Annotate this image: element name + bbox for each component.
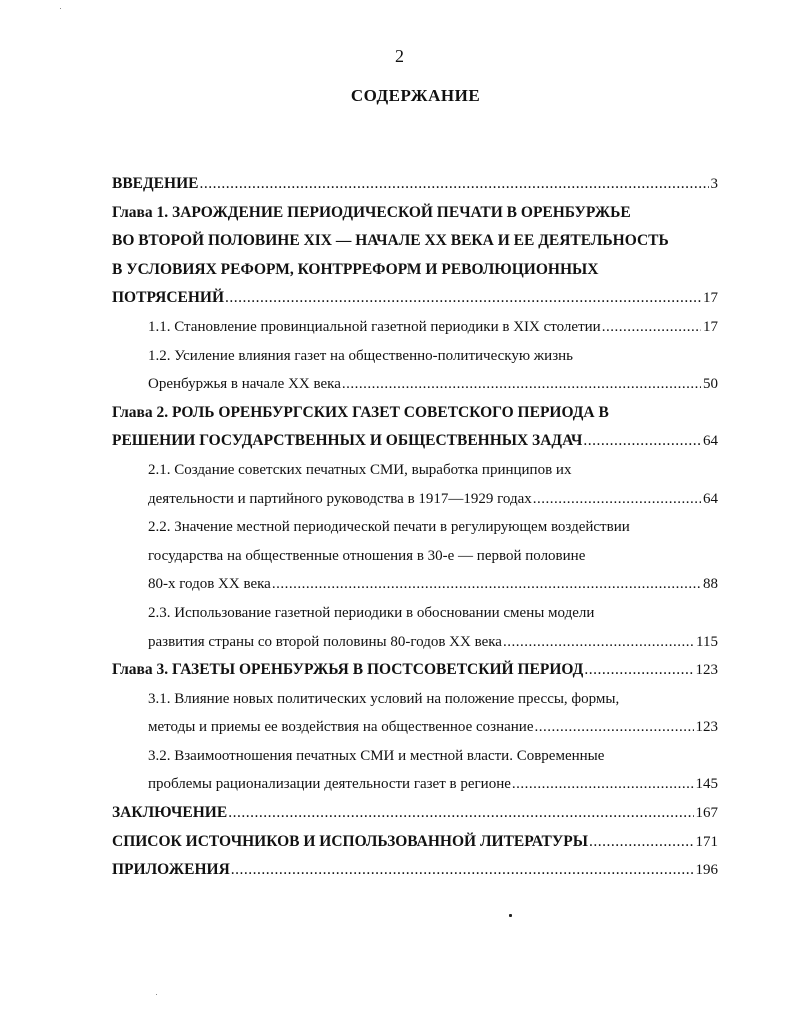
toc-line: [112, 170, 718, 199]
dot-leader: [503, 628, 694, 657]
toc-chapter-entry[interactable]: [112, 199, 718, 313]
toc-line: [112, 542, 718, 571]
toc-entry-text: СПИСОК ИСТОЧНИКОВ И ИСПОЛЬЗОВАННОЙ ЛИТЕРАТУРЫ: [112, 832, 588, 850]
toc-line: [112, 856, 718, 885]
toc-chapter-entry[interactable]: [112, 828, 718, 857]
toc-entry-text: развития страны со второй половины 80-годов XX века: [148, 633, 502, 650]
toc-page-number: 17: [703, 290, 718, 307]
toc-entry-text: Глава 2. РОЛЬ ОРЕНБУРГСКИХ ГАЗЕТ СОВЕТСКОГО ПЕРИОДА В: [112, 403, 609, 421]
toc-line: [112, 313, 718, 342]
dot-leader: [512, 770, 694, 799]
toc-page-number: 145: [695, 776, 718, 793]
toc-line: [112, 828, 718, 857]
toc-entry-text: ПОТРЯСЕНИЙ: [112, 289, 225, 307]
toc-section-entry[interactable]: [112, 313, 718, 342]
toc-entry-text: 2.3. Использование газетной периодики в обосновании смены модели: [148, 604, 595, 621]
scan-speck: [60, 8, 61, 9]
toc-line: [112, 685, 718, 714]
toc-section-entry[interactable]: [112, 685, 718, 742]
toc-entry-text: методы и приемы ее воздействия на общественное сознание: [148, 719, 534, 736]
toc-line: [112, 399, 718, 428]
toc-line: [112, 427, 718, 456]
dot-leader: [272, 570, 701, 599]
toc-section-entry[interactable]: [112, 342, 718, 399]
toc-page-number: 64: [703, 433, 718, 450]
dot-leader: [225, 284, 701, 313]
toc-entry-text: 1.2. Усиление влияния газет на общественно-политическую жизнь: [148, 347, 573, 364]
scan-speck: [156, 994, 157, 995]
toc-line: [112, 370, 718, 399]
toc-section-entry[interactable]: [112, 456, 718, 513]
toc-page-number: 3: [710, 176, 718, 192]
scan-mark: [509, 914, 512, 917]
toc-entry-text: 2.2. Значение местной периодической печати в регулирующем воздействии: [148, 519, 630, 536]
toc-line: [112, 656, 718, 685]
toc-title: СОДЕРЖАНИЕ: [350, 86, 481, 105]
toc-entry-text: Оренбуржья в начале XX века: [148, 376, 341, 393]
toc-line: [112, 456, 718, 485]
toc-page-number: 196: [695, 862, 718, 879]
toc-page-number: 123: [695, 719, 718, 736]
toc-entry-text: Глава 3. ГАЗЕТЫ ОРЕНБУРЖЬЯ В ПОСТСОВЕТСКИЙ ПЕРИОД: [112, 661, 584, 679]
toc-line: [112, 284, 718, 313]
toc-page-number: 64: [703, 490, 718, 507]
toc-chapter-entry[interactable]: [112, 799, 718, 828]
dot-leader: [533, 485, 701, 514]
dot-leader: [589, 828, 694, 857]
toc-page-number: 115: [696, 633, 718, 650]
toc-page-number: 171: [695, 833, 718, 850]
toc-entry-text: проблемы рационализации деятельности газет в регионе: [148, 776, 511, 793]
toc-line: [112, 628, 718, 657]
toc-entry-text: ПРИЛОЖЕНИЯ: [112, 861, 230, 879]
toc-entry-text: 3.1. Влияние новых политических условий на положение прессы, формы,: [148, 690, 620, 707]
toc-entry-text: 2.1. Создание советских печатных СМИ, выработка принципов их: [148, 461, 572, 478]
toc-entry-text: ВО ВТОРОЙ ПОЛОВИНЕ XIX — НАЧАЛЕ XX ВЕКА И ЕЕ ДЕЯТЕЛЬНОСТЬ: [112, 232, 669, 250]
toc-line: [112, 199, 718, 228]
dot-leader: [534, 713, 693, 742]
toc-line: [112, 742, 718, 771]
toc-line: [112, 227, 718, 256]
dot-leader: [342, 370, 701, 399]
toc-entry-text: деятельности и партийного руководства в 1917—1929 годах: [148, 490, 532, 507]
toc-entry-text: 3.2. Взаимоотношения печатных СМИ и местной власти. Современные: [148, 747, 605, 764]
toc-chapter-entry[interactable]: [112, 170, 718, 199]
toc-section-entry[interactable]: [112, 742, 718, 799]
toc-page-number: 50: [703, 376, 718, 393]
toc-page-number: 17: [703, 318, 718, 335]
toc-line: [112, 570, 718, 599]
dot-leader: [602, 313, 701, 342]
dot-leader: [584, 656, 693, 685]
toc-line: [112, 485, 718, 514]
toc-line: [112, 342, 718, 371]
toc-chapter-entry[interactable]: [112, 656, 718, 685]
toc-line: [112, 599, 718, 628]
toc-entry-text: В УСЛОВИЯХ РЕФОРМ, КОНТРРЕФОРМ И РЕВОЛЮЦИОННЫХ: [112, 260, 599, 278]
toc-chapter-entry[interactable]: [112, 856, 718, 885]
toc-entry-text: государства на общественные отношения в 30-е — первой половине: [148, 547, 586, 564]
toc-page-number: 88: [703, 576, 718, 593]
dot-leader: [231, 856, 694, 885]
toc-entry-text: 1.1. Становление провинциальной газетной периодики в XIX столетии: [148, 318, 601, 335]
toc-entry-text: РЕШЕНИИ ГОСУДАРСТВЕННЫХ И ОБЩЕСТВЕННЫХ ЗАДАЧ: [112, 432, 583, 450]
page-number: 2: [395, 46, 404, 66]
table-of-contents: [112, 170, 718, 885]
toc-line: [112, 256, 718, 285]
dot-leader: [228, 799, 693, 828]
toc-entry-text: Глава 1. ЗАРОЖДЕНИЕ ПЕРИОДИЧЕСКОЙ ПЕЧАТИ В ОРЕНБУРЖЬЕ: [112, 203, 631, 221]
toc-page-number: 123: [695, 662, 718, 679]
toc-page-number: 167: [695, 805, 718, 822]
dot-leader: [199, 170, 708, 199]
toc-entry-text: 80-х годов XX века: [148, 576, 271, 593]
toc-line: [112, 770, 718, 799]
toc-section-entry[interactable]: [112, 513, 718, 599]
dot-leader: [583, 427, 701, 456]
toc-section-entry[interactable]: [112, 599, 718, 656]
toc-entry-text: ВВЕДЕНИЕ: [112, 175, 199, 192]
toc-line: [112, 713, 718, 742]
toc-chapter-entry[interactable]: [112, 399, 718, 456]
toc-entry-text: ЗАКЛЮЧЕНИЕ: [112, 804, 228, 822]
toc-line: [112, 513, 718, 542]
toc-line: [112, 799, 718, 828]
